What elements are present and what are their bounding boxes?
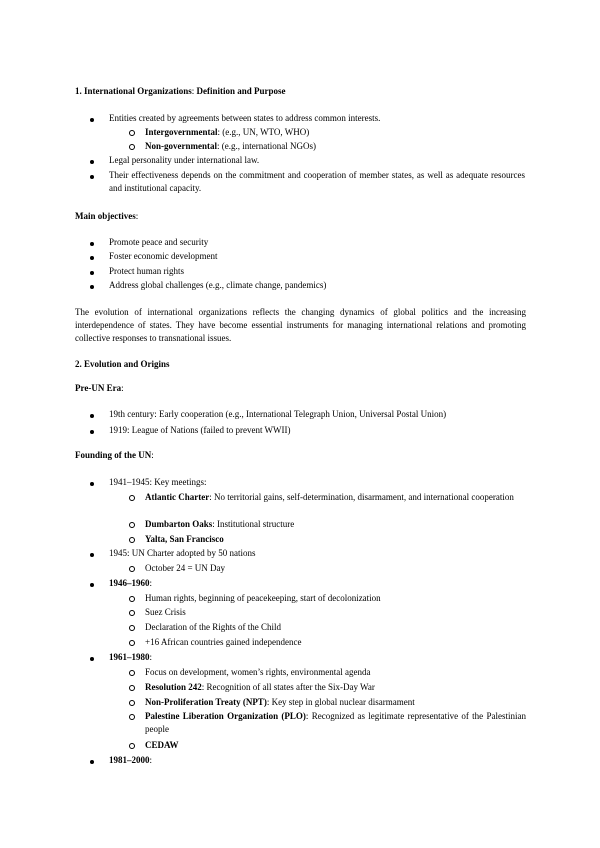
sub-item-bold: Non-governmental: [145, 141, 217, 151]
section-1-title-suffix: Definition and Purpose: [196, 86, 286, 96]
sub-item-bold: Intergovernmental: [145, 127, 218, 137]
bullet-icon: [88, 425, 96, 437]
list-item: Their effectiveness depends on the commitment and cooperation of member states, as well as adequate resources and institutional capacity.: [109, 170, 525, 193]
list-item: 1945: UN Charter adopted by 50 nations: [109, 548, 256, 558]
founding-label: [75, 449, 154, 461]
bullet-icon: [88, 409, 96, 421]
sub-list-item: Suez Crisis: [145, 607, 186, 617]
bullet-icon: [88, 155, 96, 167]
body-paragraph: The evolution of international organizations reflects the changing dynamics of global politics and the increasing interdependence of states. They have become essential instruments for managing international relations and promoting collective responses to transnational issues.: [75, 307, 526, 343]
period-label: 1961–1980: [109, 652, 150, 662]
section-1-heading: [75, 85, 286, 97]
list-item: Address global challenges (e.g., climate change, pandemics): [109, 280, 327, 290]
sub-list-item: Yalta, San Francisco: [145, 534, 224, 544]
sub-list-item: [145, 126, 309, 138]
bullet-icon: [88, 280, 96, 292]
heading-colon: :: [191, 86, 195, 96]
section-1-number: 1: [75, 86, 80, 96]
sub-item-text: : Recognized as legitimate representative of the Palestinian people: [145, 711, 526, 734]
sub-item-text: : Recognition of all states after the Six-Day War: [201, 682, 375, 692]
sub-item-text: : (e.g., international NGOs): [217, 141, 316, 151]
section-2-number: 2: [75, 359, 80, 369]
sub-item-text: : Key step in global nuclear disarmament: [266, 697, 415, 707]
sub-item-bold: Dumbarton Oaks: [145, 519, 213, 529]
sub-list-item: [145, 681, 375, 693]
sub-list-item: Human rights, beginning of peacekeeping, start of decolonization: [145, 593, 381, 603]
circle-bullet-icon: [128, 682, 136, 694]
bullet-icon: [88, 755, 96, 767]
list-item: Foster economic development: [109, 251, 218, 261]
sub-item-text: : (e.g., UN, WTO, WHO): [217, 127, 310, 137]
sub-list-item: Declaration of the Rights of the Child: [145, 622, 281, 632]
list-item: Legal personality under international law.: [109, 155, 260, 165]
pre-un-label: [75, 382, 124, 394]
circle-bullet-icon: [128, 519, 136, 531]
period-heading: [109, 651, 152, 663]
bullet-icon: [88, 113, 96, 125]
list-item: Promote peace and security: [109, 237, 209, 247]
bullet-icon: [88, 251, 96, 263]
sub-list-item: [145, 696, 415, 708]
circle-bullet-icon: [128, 127, 136, 139]
list-item: 1941–1945: Key meetings:: [109, 477, 207, 487]
period-label: 1981–2000: [109, 755, 150, 765]
period-label: 1946–1960: [109, 578, 150, 588]
sub-list-item: CEDAW: [145, 740, 179, 750]
sub-item-bold: Resolution 242: [145, 682, 202, 692]
label-colon: :: [149, 578, 153, 588]
heading-dot: .: [79, 359, 82, 369]
pre-un-label-text: Pre-UN Era: [75, 383, 122, 393]
sub-item-bold: Non-Proliferation Treaty (NPT): [145, 697, 267, 707]
section-2-title: Evolution and Origins: [84, 359, 170, 369]
period-heading: [109, 754, 152, 766]
bullet-icon: [88, 237, 96, 249]
circle-bullet-icon: [128, 711, 136, 723]
bullet-icon: [88, 652, 96, 664]
bullet-icon: [88, 578, 96, 590]
label-colon: :: [149, 652, 153, 662]
sub-list-item: [145, 710, 526, 736]
founding-label-text: Founding of the UN: [75, 450, 152, 460]
sub-item-bold: Palestine Liberation Organization (PLO): [145, 711, 306, 721]
circle-bullet-icon: [128, 534, 136, 546]
bullet-icon: [88, 170, 96, 182]
bullet-icon: [88, 477, 96, 489]
circle-bullet-icon: [128, 593, 136, 605]
list-item: 19th century: Early cooperation (e.g., International Telegraph Union, Universal Postal Union): [109, 409, 447, 419]
list-item: Entities created by agreements between states to address common interests.: [109, 113, 381, 123]
label-colon: :: [151, 450, 154, 460]
circle-bullet-icon: [128, 607, 136, 619]
circle-bullet-icon: [128, 622, 136, 634]
period-heading: [109, 577, 152, 589]
sub-list-item: [145, 140, 316, 152]
label-colon: :: [121, 383, 124, 393]
label-colon: :: [149, 755, 153, 765]
sub-list-item: +16 African countries gained independence: [145, 637, 302, 647]
list-item: 1919: League of Nations (failed to prevent WWII): [109, 425, 291, 435]
bullet-icon: [88, 266, 96, 278]
sub-list-item: [145, 518, 294, 530]
circle-bullet-icon: [128, 697, 136, 709]
sub-list-item: Focus on development, women’s rights, environmental agenda: [145, 667, 371, 677]
bullet-icon: [88, 548, 96, 560]
circle-bullet-icon: [128, 667, 136, 679]
list-item: Protect human rights: [109, 266, 184, 276]
circle-bullet-icon: [128, 141, 136, 153]
circle-bullet-icon: [128, 740, 136, 752]
heading-dot: .: [79, 86, 82, 96]
objectives-label-text: Main objectives: [75, 211, 136, 221]
objectives-label: [75, 210, 138, 222]
sub-item-text: : Institutional structure: [212, 519, 295, 529]
section-1-title: International Organizations: [84, 86, 192, 96]
sub-list-item: October 24 = UN Day: [145, 563, 226, 573]
circle-bullet-icon: [128, 563, 136, 575]
circle-bullet-icon: [128, 492, 136, 504]
label-colon: :: [135, 211, 139, 221]
sub-item-text: : No territorial gains, self-determination, disarmament, and international cooperation: [209, 492, 514, 502]
sub-list-item: [145, 491, 526, 504]
circle-bullet-icon: [128, 637, 136, 649]
section-2-heading: [75, 358, 170, 370]
sub-item-bold: Atlantic Charter: [145, 492, 210, 502]
